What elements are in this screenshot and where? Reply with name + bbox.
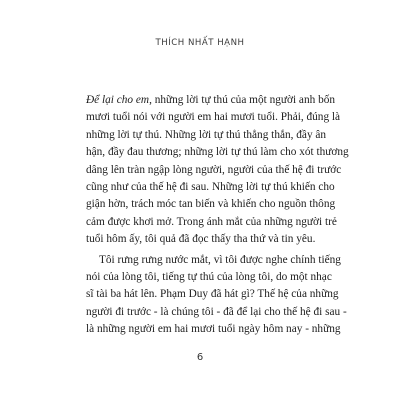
body-text [86,92,349,339]
paragraph-2-line-1 [86,252,341,269]
paragraph-1-line-6: cũng như của thế hệ đi sau. Những lời tự thú khiến cho [86,181,335,194]
paragraph-1-line-4: hận, đầy đau thương; những lời tự thú làm cho xót thương [86,146,349,159]
paragraph-1-line-2: mươi tuổi nói với người em hai mươi tuổi. Phải, đúng là [86,111,341,124]
paragraph-2-line-5: là những người em hai mươi tuổi ngày hôm nay - những [86,323,341,336]
paragraph-2-line-3: sĩ tài ba hát lên. Phạm Duy đã hát gì? Thế hệ của những [86,288,339,301]
paragraph-1-line-8: cảm được khơi mở. Trong ánh mắt của những người trẻ [86,215,337,228]
line-text: Tôi rưng rưng nước mắt, vì tôi được nghe chính tiếng [99,253,341,266]
paragraph-2 [86,252,347,339]
page-number: 6 [196,352,204,363]
running-header: THÍCH NHẤT HẠNH [155,38,245,48]
paragraph-2-line-4: người đi trước - là chúng tôi - đã để lại cho thế hệ đi sau - [86,305,347,318]
paragraph-1-line-7: giận hờn, trách móc tan biến và khiến cho nguồn thông [86,198,336,211]
line-text: , những lời tự thú của một người anh bốn [149,94,336,106]
paragraph-1 [86,92,349,249]
paragraph-1-line-9: tuổi hôm ấy, tôi quả đã đọc thấy tha thứ và tin yêu. [86,233,316,246]
paragraph-1-line-1 [86,92,336,109]
paragraph-1-line-3: những lời tự thú. Những lời tự thú thẳng thắn, đầy ân [86,128,327,141]
paragraph-1-line-5: dâng lên tràn ngập lòng người, người của thế hệ đi trước [86,163,342,176]
italic-title: Để lại cho em [86,94,150,106]
paragraph-2-line-2: nói của lòng tôi, tiếng tự thú của lòng tôi, do một nhạc [86,271,332,284]
